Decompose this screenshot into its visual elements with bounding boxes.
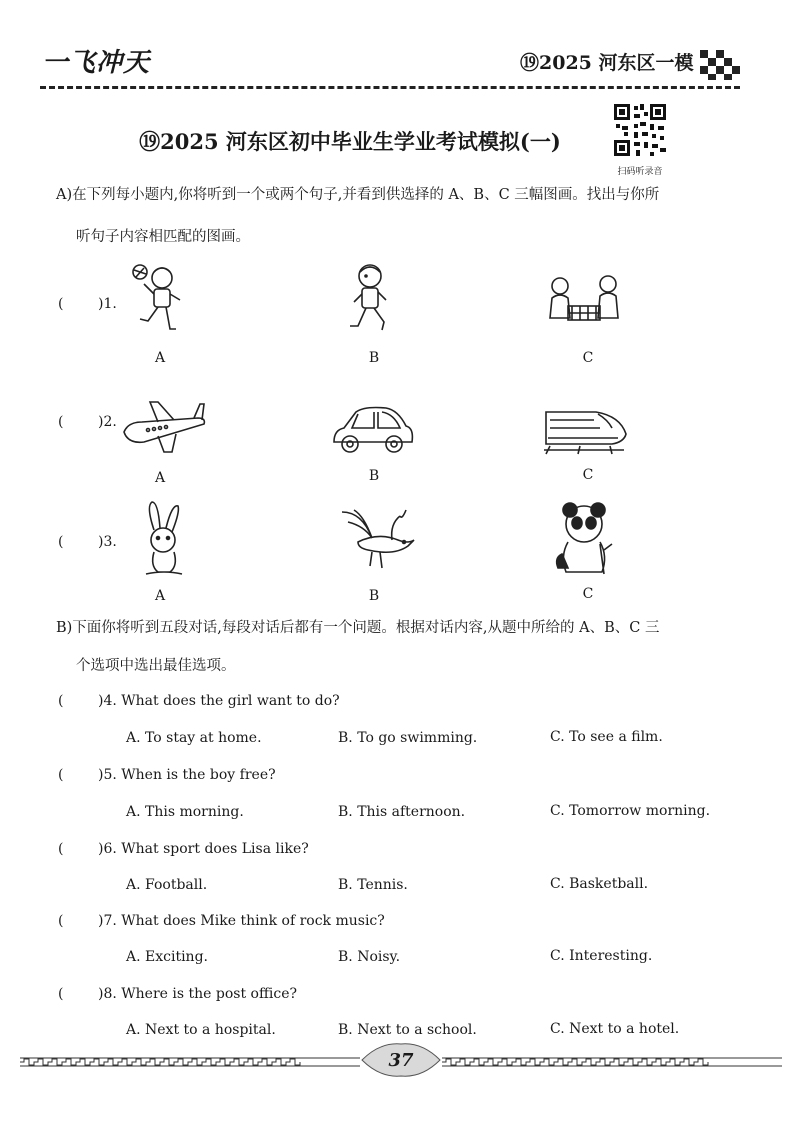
option-c[interactable]: C. Tomorrow morning. [550, 803, 711, 819]
boy-running-icon[interactable] [328, 262, 418, 342]
header-divider [40, 86, 740, 89]
question-number: )2. [98, 414, 117, 430]
option-a[interactable]: A. Next to a hospital. [126, 1022, 276, 1038]
question-number: )3. [98, 534, 117, 550]
question-text: )4. What does the girl want to do? [98, 693, 340, 709]
option-letter: C [582, 350, 594, 366]
option-letter: A [154, 470, 166, 486]
qr-caption: 扫码听录音 [617, 167, 663, 177]
answer-blank[interactable]: ( [58, 296, 64, 312]
option-c[interactable]: C. Next to a hotel. [550, 1021, 680, 1037]
section-b-instruction-2: 个选项中选出最佳选项。 [76, 658, 236, 674]
option-letter: A [154, 588, 166, 604]
option-a[interactable]: A. This morning. [126, 804, 244, 820]
option-c[interactable]: C. Basketball. [550, 876, 649, 892]
option-letter: A [154, 350, 166, 366]
option-letter: C [582, 586, 594, 602]
header-exam-label: ⑲2025 河东区一模 [520, 52, 694, 74]
footer-pattern-left-icon [20, 1056, 360, 1068]
answer-blank[interactable]: ( [58, 767, 64, 783]
answer-blank[interactable]: ( [58, 414, 64, 430]
brand-logo-text: 一飞冲天 [42, 48, 151, 78]
option-c[interactable]: C. To see a film. [550, 729, 663, 745]
option-letter: B [368, 468, 380, 484]
rabbit-icon[interactable] [118, 500, 208, 580]
option-letter: B [368, 350, 380, 366]
answer-blank[interactable]: ( [58, 693, 64, 709]
panda-icon[interactable] [540, 500, 630, 580]
option-a[interactable]: A. Football. [126, 877, 208, 893]
qr-code-icon[interactable] [612, 102, 668, 158]
page-number: 37 [388, 1050, 414, 1071]
page-title: ⑲2025 河东区初中毕业生学业考试模拟(一) [139, 129, 561, 154]
section-a-instruction-2: 听句子内容相匹配的图画。 [76, 229, 250, 245]
question-text: )8. Where is the post office? [98, 986, 298, 1002]
answer-blank[interactable]: ( [58, 913, 64, 929]
section-b-instruction-1: B)下面你将听到五段对话,每段对话后都有一个问题。根据对话内容,从题中所给的 A、B、C 三 [56, 620, 660, 636]
answer-blank[interactable]: ( [58, 841, 64, 857]
airplane-icon[interactable] [118, 388, 208, 468]
option-c[interactable]: C. Interesting. [550, 948, 653, 964]
option-b[interactable]: B. This afternoon. [338, 804, 466, 820]
option-letter: B [368, 588, 380, 604]
option-b[interactable]: B. Next to a school. [338, 1022, 477, 1038]
checker-decoration-icon [700, 50, 744, 80]
section-a-instruction-1: A)在下列每小题内,你将听到一个或两个句子,并看到供选择的 A、B、C 三幅图画。找出与你所 [56, 187, 660, 203]
option-b[interactable]: B. To go swimming. [338, 730, 478, 746]
boy-soccer-icon[interactable] [118, 262, 208, 342]
car-icon[interactable] [328, 392, 418, 472]
option-a[interactable]: A. To stay at home. [126, 730, 262, 746]
train-icon[interactable] [540, 392, 630, 472]
footer-pattern-right-icon [442, 1056, 782, 1068]
bird-icon[interactable] [328, 502, 418, 582]
question-number: )1. [98, 296, 117, 312]
option-a[interactable]: A. Exciting. [126, 949, 208, 965]
question-text: )7. What does Mike think of rock music? [98, 913, 385, 929]
question-text: )6. What sport does Lisa like? [98, 841, 309, 857]
answer-blank[interactable]: ( [58, 534, 64, 550]
question-text: )5. When is the boy free? [98, 767, 276, 783]
answer-blank[interactable]: ( [58, 986, 64, 1002]
option-b[interactable]: B. Tennis. [338, 877, 408, 893]
option-letter: C [582, 467, 594, 483]
option-b[interactable]: B. Noisy. [338, 949, 401, 965]
kids-chess-icon[interactable] [540, 268, 630, 348]
